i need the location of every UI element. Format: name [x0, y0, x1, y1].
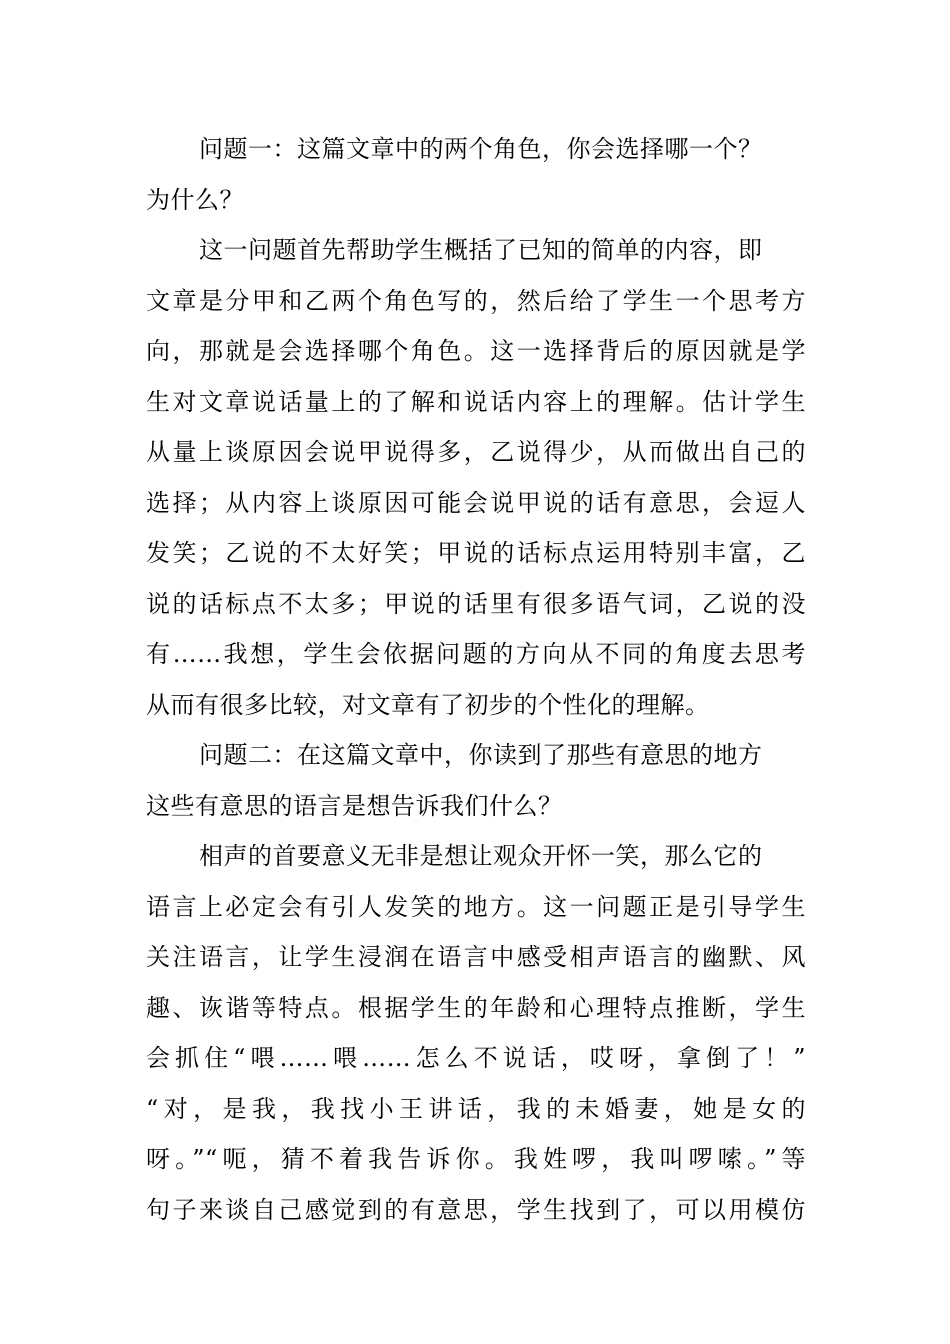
paragraph-two-line-2: 语言上必定会有引人发笑的地方。这一问题正是引导学生 — [146, 892, 806, 921]
question-one-line-2: 为什么？ — [146, 185, 244, 214]
question-two-line-1: 问题二：在这篇文章中，你读到了那些有意思的地方 — [199, 741, 763, 769]
paragraph-two-line-5: 会抓住“喂……喂……怎么不说话，哎呀，拿倒了！” — [146, 1044, 806, 1072]
paragraph-one-line-9: 有……我想，学生会依据问题的方向从不同的角度去思考 — [146, 640, 806, 668]
paragraph-one-line-7: 发笑；乙说的不太好笑；甲说的话标点运用特别丰富，乙 — [146, 539, 806, 567]
paragraph-two-line-8: 句子来谈自己感觉到的有意思，学生找到了，可以用模仿 — [146, 1195, 806, 1224]
paragraph-one-line-8: 说的话标点不太多；甲说的话里有很多语气词，乙说的没 — [146, 589, 806, 618]
paragraph-one-line-10: 从而有很多比较，对文章有了初步的个性化的理解。 — [146, 690, 710, 719]
paragraph-one-line-6: 选择；从内容上谈原因可能会说甲说的话有意思，会逗人 — [146, 488, 806, 517]
paragraph-two-line-6: “对，是我，我找小王讲话，我的未婚妻，她是女的 — [146, 1094, 806, 1123]
paragraph-one-line-5: 从量上谈原因会说甲说得多，乙说得少，从而做出自己的 — [146, 438, 806, 466]
paragraph-one-line-1: 这一问题首先帮助学生概括了已知的简单的内容，即 — [199, 236, 763, 264]
body-text — [146, 124, 806, 1235]
question-two-line-2: 这些有意思的语言是想告诉我们什么？ — [146, 791, 563, 820]
paragraph-two-line-4: 趣、诙谐等特点。根据学生的年龄和心理特点推断，学生 — [146, 993, 806, 1022]
paragraph-two-line-7: 呀。”“呃，猜不着我告诉你。我姓啰，我叫啰嗦。”等 — [146, 1145, 806, 1173]
paragraph-two-line-3: 关注语言，让学生浸润在语言中感受相声语言的幽默、风 — [146, 943, 806, 971]
question-one-line-1: 问题一：这篇文章中的两个角色，你会选择哪一个？ — [199, 135, 763, 163]
paragraph-one-line-4: 生对文章说话量上的了解和说话内容上的理解。估计学生 — [146, 387, 806, 416]
paragraph-one-line-3: 向，那就是会选择哪个角色。这一选择背后的原因就是学 — [146, 337, 806, 365]
paragraph-one-line-2: 文章是分甲和乙两个角色写的，然后给了学生一个思考方 — [146, 286, 806, 315]
paragraph-two-line-1: 相声的首要意义无非是想让观众开怀一笑，那么它的 — [199, 842, 763, 870]
